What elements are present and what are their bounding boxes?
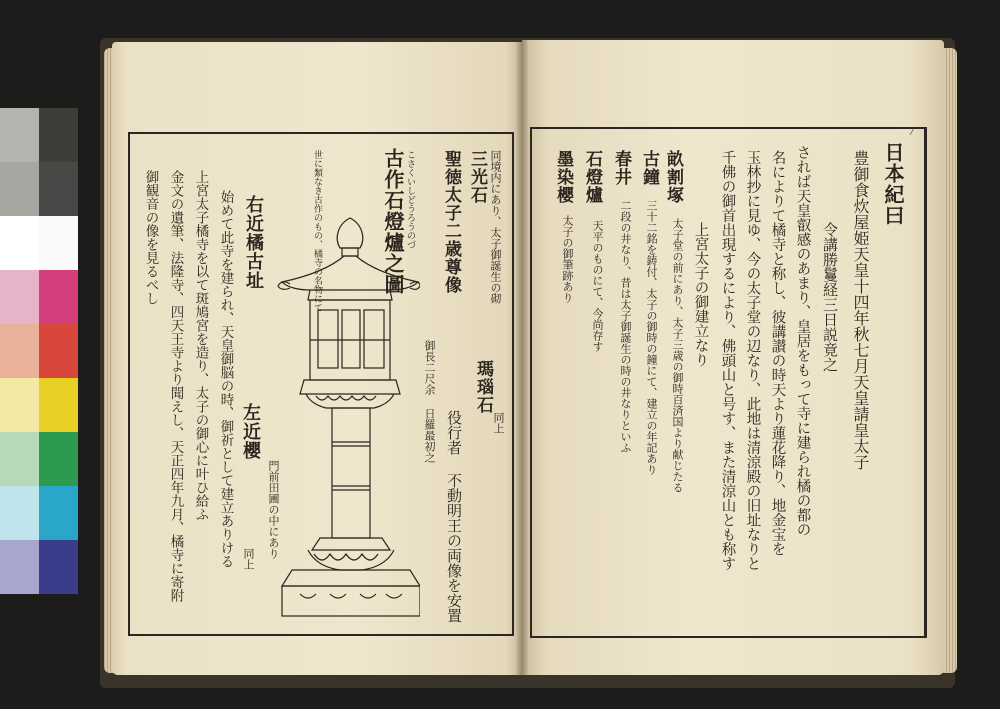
left-body-line-2: 上宮太子橘寺を以て斑鳩宮を造り、太子の御心に叶ひ給ふ	[192, 170, 209, 521]
section-title-furugane: 古鐘	[639, 150, 659, 186]
color-patch	[0, 540, 39, 594]
color-patch	[0, 324, 39, 378]
color-patch	[39, 270, 78, 324]
color-patch	[39, 216, 78, 270]
section-note-sakon-sakura: 同上	[242, 548, 255, 570]
color-checker-strip	[0, 108, 78, 594]
color-patch	[0, 432, 39, 486]
illustration-title: 古作石燈爐之圖	[381, 148, 405, 295]
section-title-sankoseki: 三光石	[467, 150, 487, 204]
color-patch	[39, 108, 78, 162]
section-title-ishidoro: 石燈爐	[582, 150, 602, 204]
left-body-line-1: 始めて此寺を建られ、天皇御脳の時、御祈として建立ありける	[217, 190, 234, 568]
book-gutter	[515, 40, 529, 675]
right-body-line-1: されば天皇叡感のあまり、皇居をもって寺に建られ橘の都の	[794, 145, 811, 537]
section-note-sumizome-zakura: 太子の御筆跡あり	[561, 215, 574, 303]
color-patch	[0, 378, 39, 432]
left-body-line-3: 金文の遺筆、法隆寺、四天王寺より聞えし、天正四年九月、橘寺に寄附	[167, 170, 184, 602]
illustration-title-ruby: こさくいしどうろうのづ	[405, 150, 415, 249]
color-patch	[39, 540, 78, 594]
color-patch	[0, 270, 39, 324]
section-note-ukon-tachibana: 門前田圃の中にあり	[267, 460, 280, 559]
section-title-sakon-sakura: 左近櫻	[240, 403, 261, 460]
right-page-edge-mark: ⁄	[907, 128, 917, 138]
section-title-ukon-tachibana: 右近橘古址	[243, 195, 264, 290]
color-patch	[39, 378, 78, 432]
right-line-1: 豊御食炊屋姫天皇十四年秋七月天皇請皇太子	[851, 150, 870, 470]
color-patch	[39, 162, 78, 216]
illustration-note: 世に類なき古作のもの、橘寺の名物にて	[312, 150, 322, 312]
color-patch	[39, 324, 78, 378]
right-body-line-3: 玉林抄に見ゆ、今の太子堂の辺なり、此地は清涼殿の旧址なりと	[744, 150, 761, 571]
section-title-sumizome-zakura: 墨染櫻	[553, 150, 573, 204]
section-note-shotoku-statue: 御長二尺余 日羅最初之	[423, 340, 436, 463]
section-title-haruinoi: 春井	[611, 150, 631, 186]
stone-lantern-illustration	[267, 210, 420, 620]
section-title-menoseki: 瑪瑙石	[473, 360, 493, 414]
section-note-unewarizuka: 太子堂の前にあり、太子三歳の御時百済国より献じたる	[671, 218, 684, 493]
section-note-menoseki: 同上	[492, 412, 505, 434]
right-body-line-5: 上宮太子の御建立なり	[692, 222, 709, 367]
section-note-furugane: 三十二銘を鋳付、太子の御時の鐘にて、建立の年記あり	[645, 200, 658, 475]
section-fudo-myoo: 役行者 不動明王の両像を安置	[445, 410, 463, 623]
section-note-sankoseki: 同境内にあり、太子御誕生の砌	[489, 150, 502, 304]
section-note-ishidoro: 天平のものにて、今尚存す	[591, 220, 604, 352]
color-patch	[0, 216, 39, 270]
right-body-line-4: 千佛の御首出現するにより、佛頭山と号す、また清涼山とも称す	[719, 150, 736, 571]
right-heading: 日本紀曰	[881, 142, 905, 226]
color-patch	[0, 486, 39, 540]
color-patch	[0, 162, 39, 216]
right-body-line-2: 名によりて橘寺と称し、彼講讃の時天より蓮花降り、地金宝を	[769, 150, 786, 556]
section-title-unewarizuka: 畝割塚	[663, 150, 683, 204]
section-title-shotoku-statue: 聖徳太子二歳尊像	[441, 150, 461, 294]
section-note-haruinoi: 二段の井なり、昔は太子御誕生の時の井なりといふ	[619, 200, 632, 453]
color-patch	[0, 108, 39, 162]
color-patch	[39, 486, 78, 540]
color-patch	[39, 432, 78, 486]
right-line-2: 令講勝鬘経三日説竟之	[821, 222, 839, 372]
left-body-line-4: 御観音の像を見るべし	[142, 170, 159, 305]
